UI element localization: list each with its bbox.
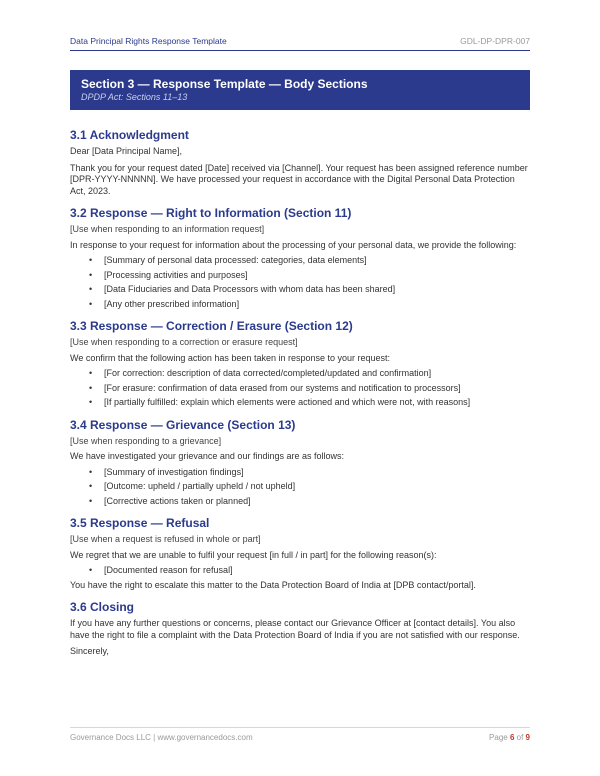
section-grievance xyxy=(70,418,530,508)
section-refusal xyxy=(70,516,530,591)
document-body xyxy=(70,128,530,658)
section-right-to-information xyxy=(70,206,530,310)
paragraph: You have the right to escalate this matter to the Data Protection Board of India at [DPB contact/portal]. xyxy=(70,579,476,590)
bullet-icon: • xyxy=(89,397,93,407)
paragraph: If you have any further questions or concerns, please contact our Grievance Officer at [contact details]. You also have the right to file a complaint with the Data Protection Board of India if you are not satisfied with our response. xyxy=(70,618,520,640)
page-number: Page 6 of 9 xyxy=(489,733,530,742)
bullet-list xyxy=(70,565,530,577)
section-heading: 3.1 Acknowledgment xyxy=(70,128,189,142)
usage-note: [Use when responding to a correction or erasure request] xyxy=(70,337,298,347)
paragraph: In response to your request for information about the processing of your personal data, we provide the following: xyxy=(70,239,517,250)
list-item: • [Summary of personal data processed: categories, data elements] xyxy=(89,255,367,265)
document-code: GDL-DP-DPR-007 xyxy=(460,36,530,46)
list-item: • [Outcome: upheld / partially upheld / not upheld] xyxy=(89,481,296,491)
list-item: • [If partially fulfilled: explain which elements were actioned and which were not, with reasons] xyxy=(89,397,471,407)
bullet-icon: • xyxy=(89,284,93,294)
usage-note: [Use when a request is refused in whole or part] xyxy=(70,534,261,544)
paragraph: We have investigated your grievance and our findings are as follows: xyxy=(70,451,344,461)
usage-note: [Use when responding to a grievance] xyxy=(70,435,222,446)
usage-note: [Use when responding to an information request] xyxy=(70,224,265,234)
bullet-icon: • xyxy=(89,255,93,265)
section-acknowledgment xyxy=(70,128,530,197)
bullet-icon: • xyxy=(89,382,93,393)
section-heading: 3.4 Response — Grievance (Section 13) xyxy=(70,417,296,432)
list-item: • [Documented reason for refusal] xyxy=(89,565,233,575)
bullet-icon: • xyxy=(89,269,93,280)
banner-title: Section 3 — Response Template — Body Sections xyxy=(81,77,368,91)
bullet-list xyxy=(70,467,530,508)
list-item: • [For erasure: confirmation of data erased from our systems and notification to processors] xyxy=(89,382,461,393)
current-page: 6 xyxy=(509,733,515,742)
bullet-list xyxy=(70,368,530,409)
section-correction-erasure xyxy=(70,319,530,409)
bullet-icon: • xyxy=(89,481,93,491)
bullet-icon: • xyxy=(89,298,93,309)
bullet-icon: • xyxy=(89,565,93,575)
total-pages: 9 xyxy=(525,733,530,742)
bullet-icon: • xyxy=(89,368,93,378)
section-heading: 3.3 Response — Correction / Erasure (Section 12) xyxy=(70,319,353,333)
bullet-list xyxy=(70,255,530,310)
company-info: Governance Docs LLC | www.governancedocs.com xyxy=(70,733,253,742)
section-closing xyxy=(70,600,530,658)
paragraph: We regret that we are unable to fulfil your request [in full / in part] for the following reason(s): xyxy=(70,549,437,560)
bullet-icon: • xyxy=(89,466,93,477)
paragraph: We confirm that the following action has been taken in response to your request: xyxy=(70,352,391,363)
list-item: • [Summary of investigation findings] xyxy=(89,466,244,477)
document-title: Data Principal Rights Response Template xyxy=(70,36,227,46)
page-header xyxy=(70,34,530,51)
signoff: Sincerely, xyxy=(70,646,109,656)
list-item: • [Data Fiduciaries and Data Processors with whom data has been shared] xyxy=(89,284,396,294)
section-heading: 3.2 Response — Right to Information (Section 11) xyxy=(70,206,352,220)
salutation: Dear [Data Principal Name], xyxy=(70,146,183,156)
paragraph: Thank you for your request dated [Date] received via [Channel]. Your request has been assigned reference number [DPR-YYYY-NNNNN]. We have processed your request in accordance with the Digital Personal Data Protection Act, 2023. xyxy=(70,162,528,196)
banner-subtitle: DPDP Act: Sections 11–13 xyxy=(81,92,188,102)
page-footer xyxy=(70,727,530,748)
list-item: • [Processing activities and purposes] xyxy=(89,269,248,280)
list-item: • [Any other prescribed information] xyxy=(89,298,240,309)
section-heading: 3.6 Closing xyxy=(70,600,135,614)
list-item: • [For correction: description of data corrected/completed/updated and confirmation] xyxy=(89,368,432,378)
bullet-icon: • xyxy=(89,495,93,506)
list-item: • [Corrective actions taken or planned] xyxy=(89,495,251,506)
section-banner xyxy=(70,70,530,110)
section-heading: 3.5 Response — Refusal xyxy=(70,516,210,530)
